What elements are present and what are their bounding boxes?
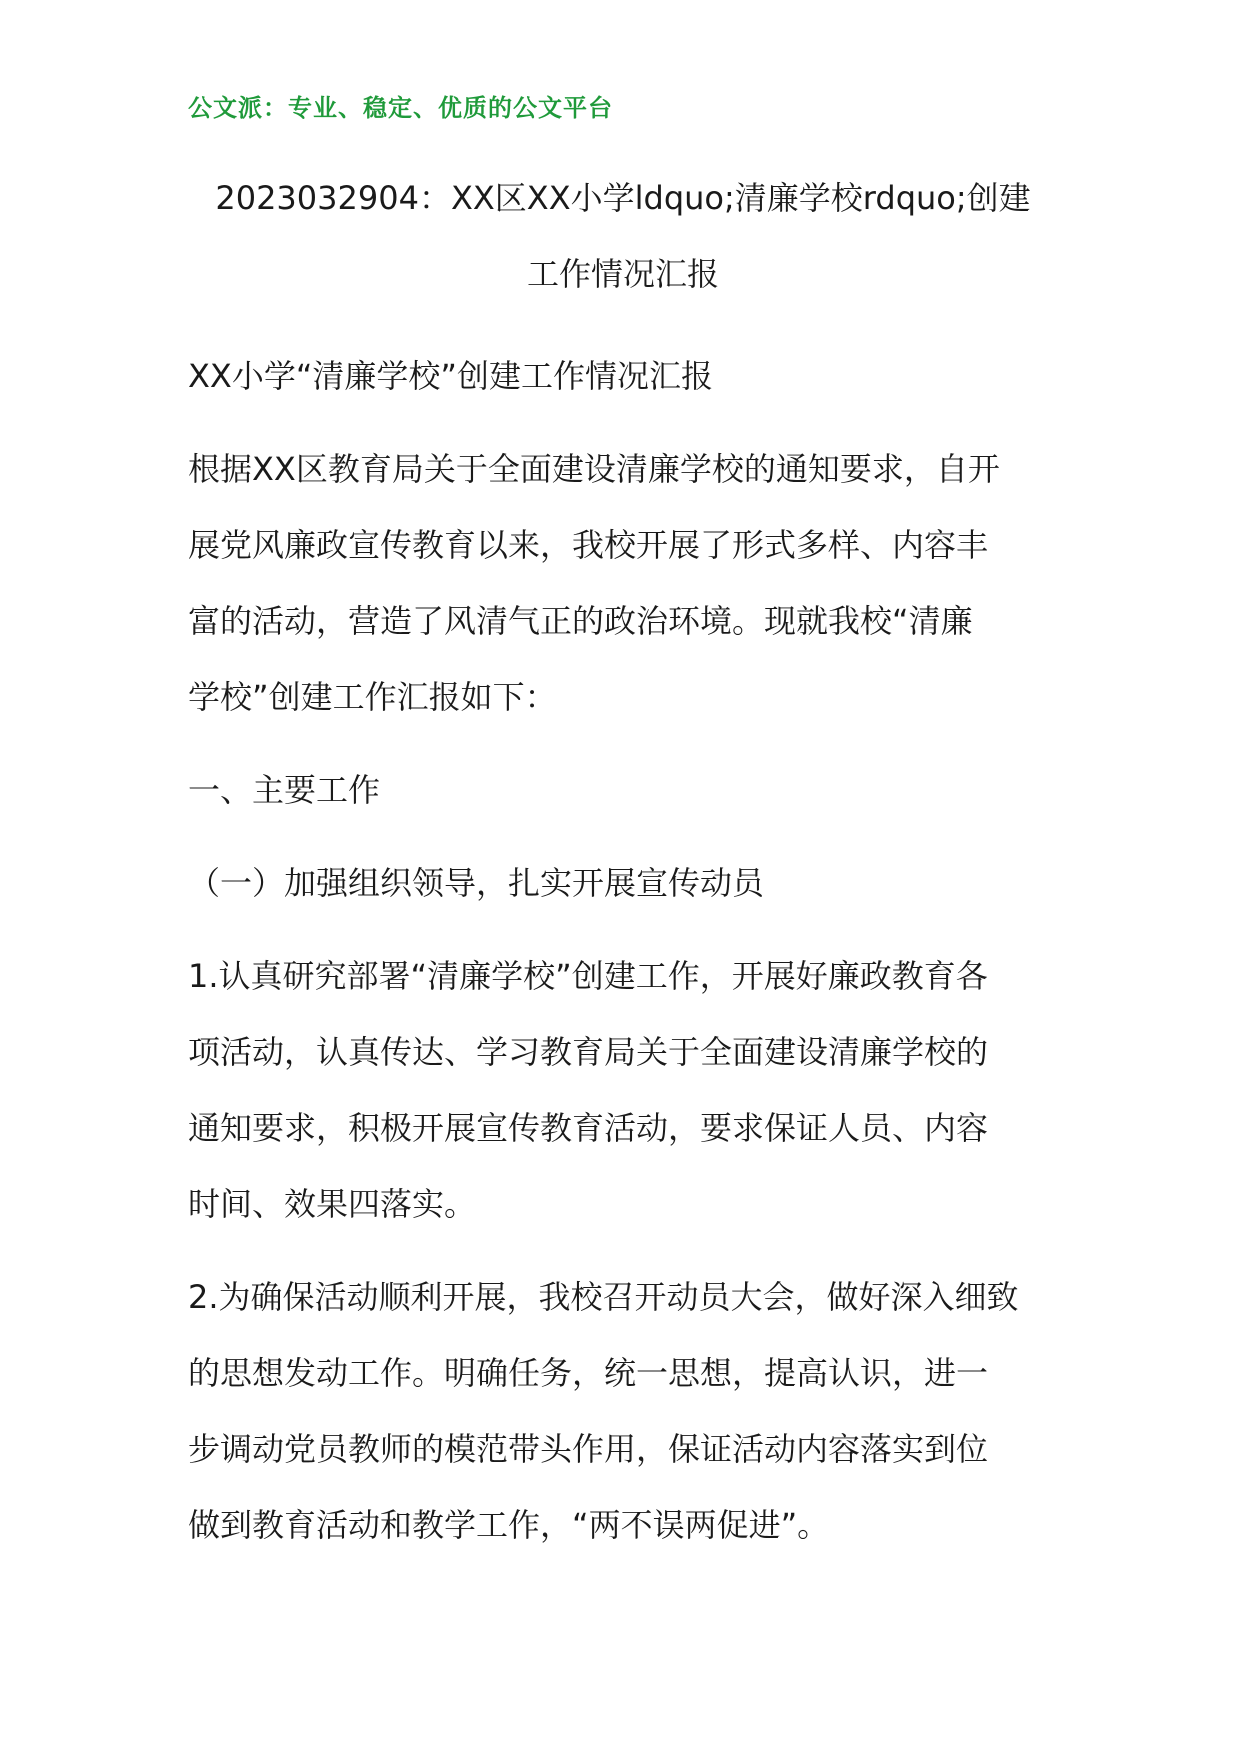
paragraph-line: 展党风廉政宣传教育以来，我校开展了形式多样、内容丰 [188, 526, 989, 564]
paragraph-line: 富的活动，营造了风清气正的政治环境。现就我校“清廉 [188, 602, 973, 640]
document-title-line: 2023032904：XX区XX小学ldquo;清廉学校rdquo;创建 [215, 179, 1031, 217]
document-title-line: 工作情况汇报 [526, 255, 719, 293]
paragraph-line: 的思想发动工作。明确任务，统一思想，提高认识，进一 [188, 1354, 989, 1392]
item-paragraph [188, 1259, 1058, 1563]
subsection-heading: （一）加强组织领导，扎实开展宣传动员 [188, 864, 765, 902]
item-paragraph [188, 938, 1058, 1242]
paragraph-line: 做到教育活动和教学工作，“两不误两促进”。 [188, 1506, 830, 1544]
paragraph-line: 步调动党员教师的模范带头作用，保证活动内容落实到位 [188, 1430, 989, 1468]
header-brand: 公文派：专业、稳定、优质的公文平台 [188, 94, 613, 122]
paragraph-line: 学校”创建工作汇报如下： [188, 678, 557, 716]
document-title [188, 160, 1058, 312]
report-subtitle: XX小学“清廉学校”创建工作情况汇报 [188, 357, 714, 395]
paragraph-line: 1.认真研究部署“清廉学校”创建工作，开展好廉政教育各 [188, 957, 988, 995]
document-body [188, 338, 1058, 1563]
paragraph-line: 2.为确保活动顺利开展，我校召开动员大会，做好深入细致 [188, 1278, 1019, 1316]
section-heading: 一、主要工作 [188, 771, 381, 809]
paragraph-line: 时间、效果四落实。 [188, 1185, 477, 1223]
paragraph-line: 通知要求，积极开展宣传教育活动，要求保证人员、内容 [188, 1109, 989, 1147]
paragraph-line: 根据XX区教育局关于全面建设清廉学校的通知要求，自开 [188, 450, 1000, 488]
intro-paragraph [188, 431, 1058, 735]
paragraph-line: 项活动，认真传达、学习教育局关于全面建设清廉学校的 [188, 1033, 989, 1071]
